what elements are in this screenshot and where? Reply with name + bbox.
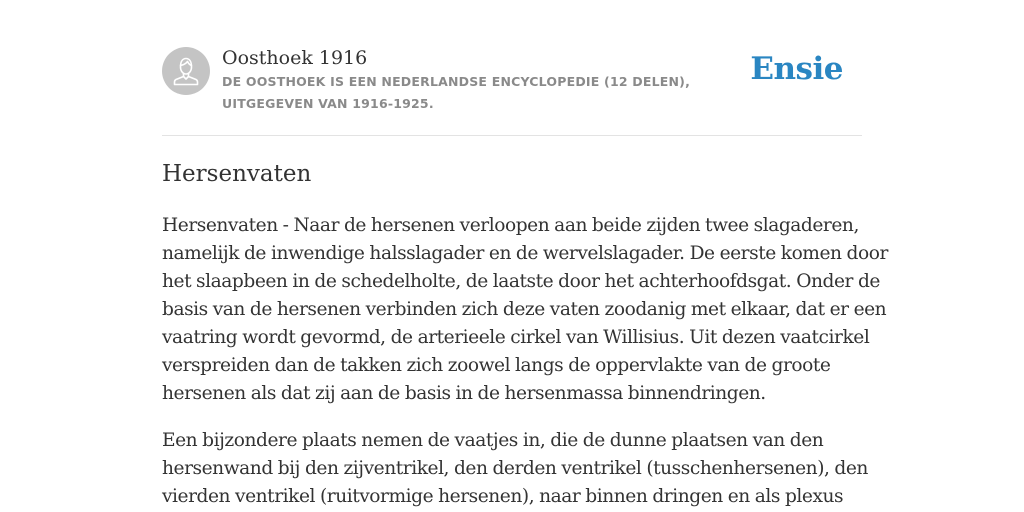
entry-paragraph — [162, 212, 888, 408]
source-title[interactable]: Oosthoek 1916 — [222, 47, 368, 69]
text-line: Een bijzondere plaats nemen de vaatjes in, die de dunne plaatsen van den — [162, 430, 824, 451]
text-line: basis van de hersenen verbinden zich deze vaten zoodanig met elkaar, dat er een — [162, 299, 887, 320]
user-silhouette-icon — [162, 47, 210, 95]
text-line: hersenen als dat zij aan de basis in de hersenmassa binnendringen. — [162, 383, 766, 404]
text-line: verspreiden dan de takken zich zoowel langs de oppervlakte van de groote — [162, 355, 831, 376]
text-line: vierden ventrikel (ruitvormige hersenen), naar binnen dringen en als plexus — [162, 486, 844, 507]
text-line: vaatring wordt gevormd, de arterieele cirkel van Willisius. Uit dezen vaatcirkel — [162, 327, 870, 348]
source-avatar[interactable] — [162, 47, 210, 95]
ensie-logo[interactable]: Ensie — [750, 51, 843, 87]
text-line: Hersenvaten - Naar de hersenen verloopen aan beide zijden twee slagaderen, — [162, 215, 859, 236]
source-header — [162, 45, 862, 136]
entry-title: Hersenvaten — [162, 161, 312, 187]
text-line: hersenwand bij den zijventrikel, den derden ventrikel (tusschenhersenen), den — [162, 458, 868, 479]
text-line: het slaapbeen in de schedelholte, de laatste door het achterhoofdsgat. Onder de — [162, 271, 880, 292]
text-line: namelijk de inwendige halsslagader en de wervelslagader. De eerste komen door — [162, 243, 888, 264]
entry-paragraph — [162, 427, 868, 511]
entry-content — [162, 212, 888, 512]
source-description: DE OOSTHOEK IS EEN NEDERLANDSE ENCYCLOPEDIE (12 DELEN), UITGEGEVEN VAN 1916-1925. — [222, 74, 691, 111]
